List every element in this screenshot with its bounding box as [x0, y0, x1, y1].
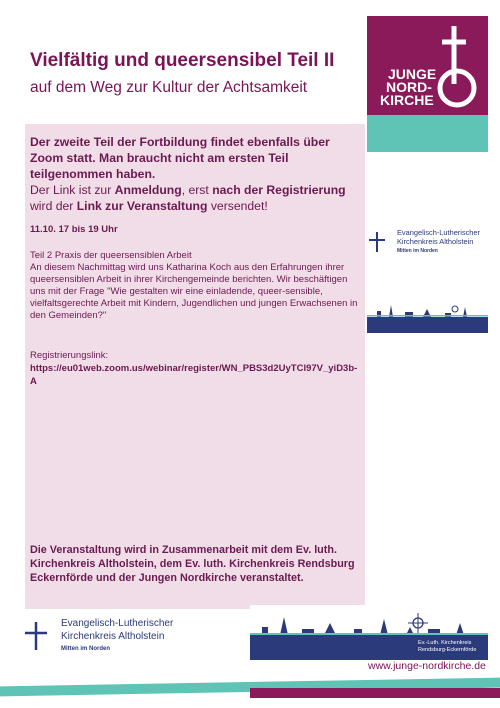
event-date: 11.10. 17 bis 19 Uhr [30, 224, 118, 235]
cross-icon [25, 622, 47, 650]
bottom-purple-band [250, 688, 500, 698]
event-paragraph: An diesem Nachmittag wird uns Katharina Koch aus den Erfahrungen ihrer queersensiblen Arbeit in ihrer Kirchengemeinde berichten. Wir beschäftigen uns mit der Frage "Wie gestalten wir eine einladende, queer-sensible, vielfaltsgerechte Arbeit mit Kindern, Jugendlichen und jungen Erwachsenen in den Gemeinden?" [30, 262, 358, 321]
rendsburg-skyline-logo-right [367, 295, 488, 333]
skyline-illustration [367, 295, 488, 333]
kirchenkreis-altholstein-logo-bottom: Evangelisch-Lutherischer Kirchenkreis Altholstein Mitten im Norden [15, 612, 180, 659]
rendsburg-logo-line1: Ev.-Luth. Kirchenkreis [418, 640, 472, 646]
teal-accent-band [367, 115, 488, 152]
page-title: Vielfältig und queersensibel Teil II [30, 50, 335, 71]
closing-statement: Die Veranstaltung wird in Zusammenarbeit mit dem Ev. luth. Kirchenkreis Altholstein, dem Ev. luth. Kirchenkreis Rendsburg Eckernförde und der Jungen Nordkirche veranstaltet. [30, 544, 355, 585]
cross-icon [369, 232, 385, 252]
rendsburg-eckernfoerde-logo-bottom [250, 605, 488, 660]
logo-text: JUNGE NORD- KIRCHE [380, 66, 437, 108]
rendsburg-logo-line2: Rendsburg-Eckernförde [418, 647, 477, 653]
intro-bold: Der zweite Teil der Fortbildung findet ebenfalls über Zoom statt. Man braucht nicht am ersten Teil teilgenommen haben. [30, 135, 330, 181]
registration-label: Registrierungslink: [30, 350, 109, 361]
event-description [30, 250, 360, 322]
kirchenkreis-altholstein-logo-right: Evangelisch-Lutherischer Kirchenkreis Altholstein Mitten im Norden [367, 222, 488, 266]
page-subtitle: auf dem Weg zur Kultur der Achtsamkeit [30, 79, 308, 96]
registration-link[interactable]: https://eu01web.zoom.us/webinar/register/WN_PBS3d2UyTCl97V_yiD3b-A [30, 363, 358, 387]
intro-text: Der zweite Teil der Fortbildung findet ebenfalls über Zoom statt. Man braucht nicht am ersten Teil teilgenommen haben. Der Link ist zur Anmeldung, erst nach der Registrierung wird der Link zur Veranstaltung versendet! [30, 135, 346, 213]
event-part-title: Teil 2 Praxis der queersensiblen Arbeit [30, 250, 192, 261]
website-link[interactable]: www.junge-nordkirche.de [368, 660, 486, 672]
junge-nordkirche-logo [367, 16, 488, 115]
